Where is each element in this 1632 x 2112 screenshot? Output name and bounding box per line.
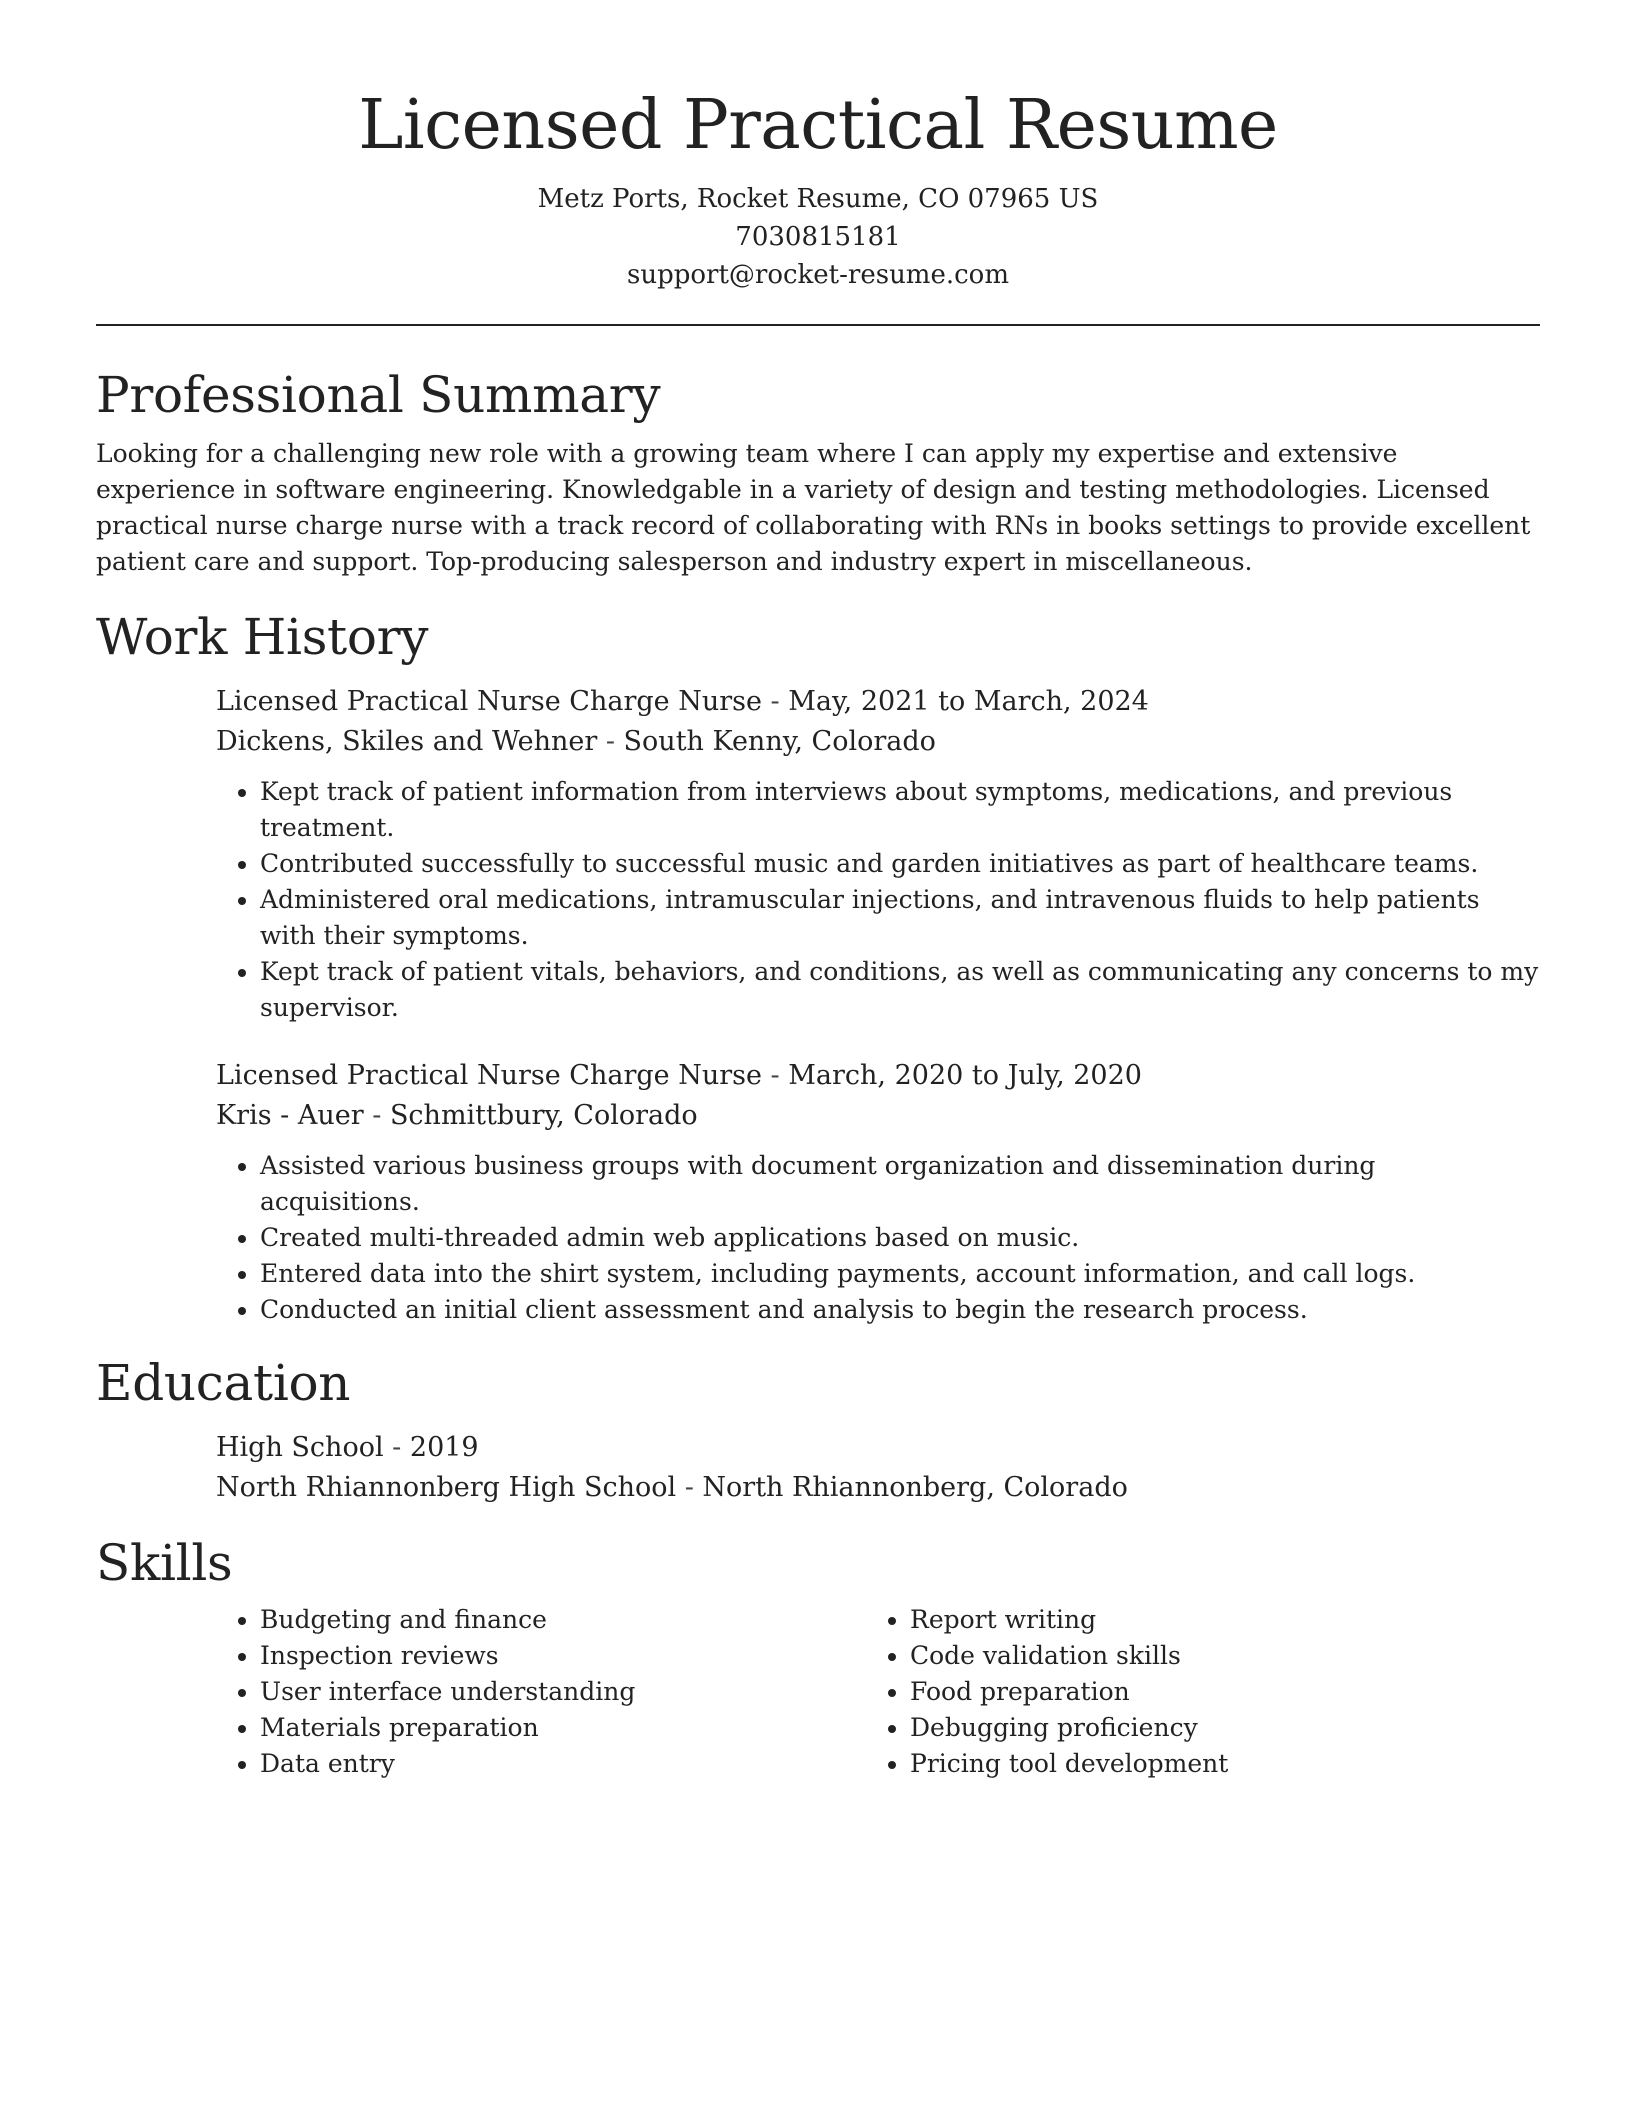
education-title: Education — [96, 1354, 351, 1412]
skill-item: • Food preparation — [910, 1674, 1516, 1710]
skill-item: • Data entry — [260, 1746, 866, 1782]
job-bullet: • Kept track of patient information from interviews about symptoms, medications, and previous treatment. — [260, 774, 1540, 846]
education-school: North Rhiannonberg High School — [216, 1472, 677, 1503]
education-degree-line — [216, 1428, 1540, 1468]
separator: - — [761, 686, 789, 717]
education-school-line — [216, 1468, 1540, 1508]
job-bullet: • Entered data into the shirt system, including payments, account information, and call logs. — [260, 1256, 1540, 1292]
job-entry — [216, 1056, 1540, 1328]
job-employer: Kris - Auer — [216, 1100, 364, 1131]
job-bullet: • Assisted various business groups with document organization and dissemination during acquisitions. — [260, 1148, 1540, 1220]
job-bullets — [216, 774, 1540, 1026]
summary-title: Professional Summary — [96, 366, 661, 424]
skill-item: • Code validation skills — [910, 1638, 1516, 1674]
job-employer-line — [216, 722, 1540, 762]
skills-grid — [216, 1596, 1540, 1782]
skills-section — [96, 1530, 1540, 1782]
job-bullets — [216, 1148, 1540, 1328]
skills-title: Skills — [96, 1534, 233, 1592]
job-bullet: • Created multi-threaded admin web applications based on music. — [260, 1220, 1540, 1256]
skill-item: • Materials preparation — [260, 1710, 866, 1746]
job-bullet: • Kept track of patient vitals, behaviors, and conditions, as well as communicating any concerns to my supervisor. — [260, 954, 1540, 1026]
separator: - — [597, 726, 624, 757]
education-location: North Rhiannonberg, Colorado — [702, 1472, 1128, 1503]
job-dates: March, 2020 to July, 2020 — [788, 1060, 1142, 1091]
contact-email: support@rocket-resume.com — [626, 260, 1009, 290]
separator: - — [363, 1100, 390, 1131]
education-entry — [216, 1428, 1540, 1508]
skills-list — [866, 1602, 1516, 1782]
skill-item: • Report writing — [910, 1602, 1516, 1638]
work-history-section — [96, 604, 1540, 1328]
skill-item: • Inspection reviews — [260, 1638, 866, 1674]
job-title-line — [216, 682, 1540, 722]
header-divider — [96, 324, 1540, 326]
skill-item: • Pricing tool development — [910, 1746, 1516, 1782]
skills-list — [216, 1602, 866, 1782]
job-entry — [216, 682, 1540, 1026]
job-position: Licensed Practical Nurse Charge Nurse — [216, 686, 762, 717]
separator: - — [383, 1432, 410, 1463]
job-bullet: • Contributed successfully to successful music and garden initiatives as part of healthcare teams. — [260, 846, 1540, 882]
candidate-name: Licensed Practical Resume — [358, 86, 1278, 165]
job-location: Schmittbury, Colorado — [389, 1100, 698, 1131]
skill-item: • Debugging proficiency — [910, 1710, 1516, 1746]
skills-column-right — [866, 1596, 1516, 1782]
job-title-line — [216, 1056, 1540, 1096]
resume-header — [96, 0, 1540, 294]
contact-address: Metz Ports, Rocket Resume, CO 07965 US — [537, 184, 1099, 214]
skill-item: • Budgeting and finance — [260, 1602, 866, 1638]
job-dates: May, 2021 to March, 2024 — [788, 686, 1149, 717]
education-year: 2019 — [409, 1432, 479, 1463]
skills-column-left — [216, 1596, 866, 1782]
job-employer-line — [216, 1096, 1540, 1136]
contact-phone: 7030815181 — [735, 222, 901, 252]
resume-page — [96, 0, 1540, 1782]
separator: - — [676, 1472, 703, 1503]
work-history-title: Work History — [96, 608, 429, 666]
job-position: Licensed Practical Nurse Charge Nurse — [216, 1060, 762, 1091]
job-employer: Dickens, Skiles and Wehner — [216, 726, 598, 757]
job-bullet: • Conducted an initial client assessment and analysis to begin the research process. — [260, 1292, 1540, 1328]
education-degree: High School — [216, 1432, 384, 1463]
job-bullet: • Administered oral medications, intramuscular injections, and intravenous fluids to help patients with their symptoms. — [260, 882, 1540, 954]
summary-section — [96, 362, 1540, 580]
job-location: South Kenny, Colorado — [623, 726, 936, 757]
separator: - — [761, 1060, 789, 1091]
summary-text: Looking for a challenging new role with a growing team where I can apply my expertise and extensive experience in software engineering. Knowledgable in a variety of design and testing methodologies. Licensed practical nurse charge nurse with a track record of collaborating with RNs in books settings to provide excellent patient care and support. Top-producing salesperson and industry expert in miscellaneous. — [96, 439, 1531, 576]
skill-item: • User interface understanding — [260, 1674, 866, 1710]
education-section — [96, 1350, 1540, 1508]
